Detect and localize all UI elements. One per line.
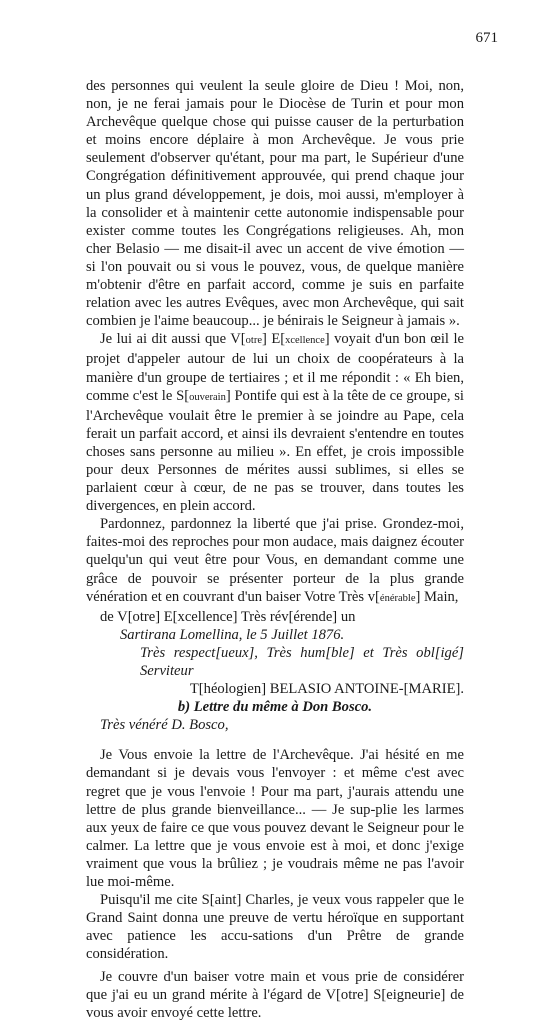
closing-line-1: de V[otre] E[xcellence] Très rév[érende] un <box>100 608 356 625</box>
closing-line-3: Très respect[ueux], Très hum[ble] et Très obl[igé] Serviteur <box>140 644 464 679</box>
paragraph-1: des personnes qui veulent la seule gloire de Dieu ! Moi, non, non, je ne ferai jamais pour le Diocèse de Turin et pour mon Archevêque quelque chose qui puisse causer de la perturbation et moins encore déplaire à mon Archevêque. Je vous prie seulement d'observer qu'étant, pour ma part, le Supérieur d'une Congrégation définitivement approuvée, qui prend chaque jour un plus grand développement, je dois, moi aussi, m'employer à la consolider et à maintenir cette autonomie indispensable pour exister comme toutes les Congrégations religieuses. Ah, mon cher Belasio — me disait-il avec un accent de vive émotion — si l'on pouvait ou si vous le pouvez, vous, de quelque manière m'obtenir d'être en parfait accord, comme je suis en parfaite relation avec les autres Evêques, avec mon Archevêque, qui sait combien je l'aime beaucoup... je bénirais le Seigneur à jamais ». <box>86 78 464 330</box>
paragraph-3: Pardonnez, pardonnez la liberté que j'ai prise. Grondez-moi, faites-moi des reproches pour mon audace, mais daignez écouter quelqu'un qui veut être pour Vous, en demandant comme une grâce de pouvoir se présenter porteur de la plus grande vénération et en couvrant d'un baiser Votre Très v[énérable] Main, <box>86 516 464 605</box>
letter-2-body <box>86 746 464 1021</box>
closing-place-date: Sartirana Lomellina, le 5 Juillet 1876. <box>120 626 345 643</box>
section-heading: b) Lettre du même à Don Bosco. <box>177 699 373 716</box>
signature: T[héologien] BELASIO ANTOINE-[MARIE]. <box>189 681 464 698</box>
page-body <box>86 77 464 1022</box>
letter-2-paragraph-2: Puisqu'il me cite S[aint] Charles, je veux vous rappeler que le Grand Saint donna une preuve de vertu héroïque en supportant avec patience les accu-sations d'un Prêtre de grande considération. <box>86 892 464 963</box>
salutation: Très vénéré D. Bosco, <box>100 717 229 734</box>
letter-2-paragraph-3: Je couvre d'un baiser votre main et vous prie de considérer que j'ai eu un grand mérite à l'égard de V[otre] S[eigneurie] de vous avoir envoyé cette lettre. <box>86 968 464 1021</box>
letter-2-paragraph-1: Je Vous envoie la lettre de l'Archevêque. J'ai hésité en me demandant si je devais vous l'envoyer : et même c'est avec regret que je vous l'envoie ! Pour ma part, j'aurais attendu une lettre de plus grande bienveillance... — Je sup-plie les larmes aux yeux de faire ce que vous pouvez devant le Seigneur pour le calmer. La lettre que je vous envoie est à moi, et donc j'exige vraiment que vous la brûliez ; je voudrais même ne pas l'avoir lue moi-même. <box>86 747 464 891</box>
paragraph-2: Je lui ai dit aussi que V[otre] E[xcellence] voyait d'un bon œil le projet d'appeler autour de lui un choix de coopérateurs à la manière d'un groupe de tertiaires ; et il me répondit : « Eh bien, comme c'est le S[ouverain] Pontife qui est à la tête de ce groupe, si l'Archevêque voulait être le premier à se joindre au Pape, cela ferait un parfait accord, et ainsi ils devraient s'entendre en toutes choses sans personne au milieu ». En effet, je crois impossible pour deux Personnes de mérites aussi sublimes, si elles se parlaient cœur à cœur, de ne pas se trouver, dans toutes les divergences, en plein accord. <box>86 331 464 515</box>
page-number: 671 <box>475 30 498 46</box>
